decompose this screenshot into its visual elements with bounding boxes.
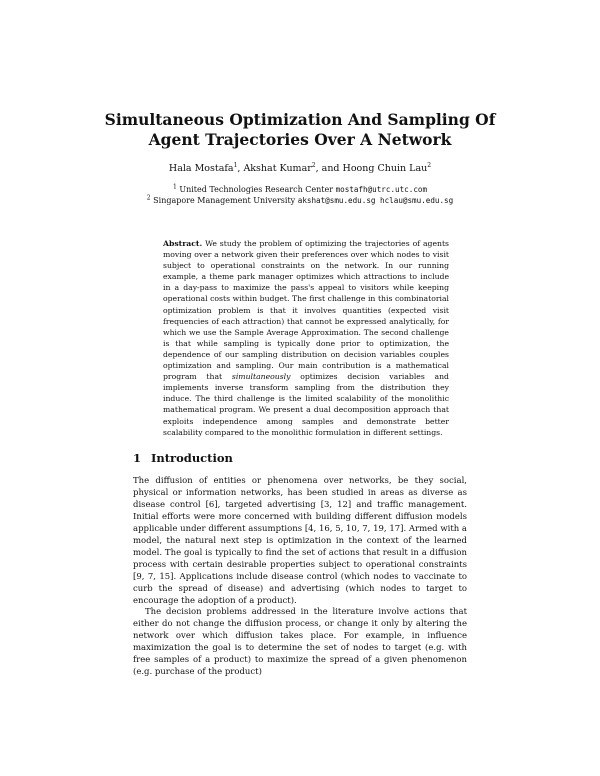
abstract-emphasis: simultaneously xyxy=(231,372,291,382)
paper-title xyxy=(0,110,600,150)
author-affil-mark: 2 xyxy=(311,161,316,169)
author-name: Hala Mostafa xyxy=(168,163,234,174)
abstract xyxy=(163,238,449,438)
affiliation-mark: 1 xyxy=(172,183,177,191)
abstract-label: Abstract. xyxy=(163,239,203,248)
author-affil-mark: 1 xyxy=(233,161,238,169)
title-line-1: Simultaneous Optimization And Sampling Of xyxy=(104,110,496,129)
affiliation-1 xyxy=(0,185,600,194)
paragraph: The decision problems addressed in the literature involve actions that either do not change the diffusion process, or change it only by altering the network over which diffusion takes place. For example, in influence maximization the goal is to determine the set of nodes to target (e.g. with free samples of a product) to maximize the spread of a given phenomenon (e.g. purchase of the product) xyxy=(133,607,467,678)
affiliation-name: United Technologies Research Center xyxy=(179,185,334,194)
affiliation-name: Singapore Management University xyxy=(153,196,296,205)
affiliation-mark: 2 xyxy=(146,194,151,202)
affiliation-email: akshat@smu.edu.sg hclau@smu.edu.sg xyxy=(297,196,454,205)
author-name: Hoong Chuin Lau xyxy=(342,163,428,174)
paragraph: The diffusion of entities or phenomena over networks, be they social, physical or information networks, has been studied in areas as diverse as disease control [6], targeted advertising [3, 12] and traffic management. Initial efforts were more concerned with building different diffusion models applicable under different assumptions [4, 16, 5, 10, 7, 19, 17]. Armed with a model, the natural next step is optimization in the context of the learned model. The goal is typically to find the set of actions that result in a diffusion process with certain desirable properties subject to operational constraints [9, 7, 15]. Applications include disease control (which nodes to vaccinate to curb the spread of disease) and advertising (which nodes to target to encourage the adoption of a product). xyxy=(133,476,467,606)
title-line-2: Agent Trajectories Over A Network xyxy=(148,130,452,149)
body-text xyxy=(133,476,467,679)
affiliation-email: mostafh@utrc.utc.com xyxy=(335,185,428,194)
section-heading xyxy=(133,451,233,465)
section-title: Introduction xyxy=(151,451,233,465)
abstract-text: optimizes decision variables and implements inverse transform sampling from the distribution they induce. The third challenge is the limited scalability of the monolithic mathematical program. We present a dual decomposition approach that exploits independence among samples and demonstrate better scalability compared to the monolithic formulation in different settings. xyxy=(163,372,449,437)
affiliation-2 xyxy=(0,196,600,205)
author-list: Hala Mostafa$^1$, Akshat Kumar$^2$, and Hoong Chuin Lau$^2$ xyxy=(168,161,432,174)
author-name: Akshat Kumar xyxy=(243,163,312,174)
section-number: 1 xyxy=(133,451,142,465)
author-affil-mark: 2 xyxy=(427,161,432,169)
abstract-text: We study the problem of optimizing the trajectories of agents moving over a network given their preferences over which nodes to visit subject to operational constraints on the network. In our running example, a theme park manager optimizes which attractions to include in a day-pass to maximize the pass's appeal to visitors while keeping operational costs within budget. The first challenge in this combinatorial optimization problem is that it involves quantities (expected visit frequencies of each attraction) that cannot be expressed analytically, for which we use the Sample Average Approximation. The second challenge is that while sampling is typically done prior to optimization, the dependence of our sampling distribution on decision variables couples optimization and sampling. Our main contribution is a mathematical program that xyxy=(163,239,449,382)
